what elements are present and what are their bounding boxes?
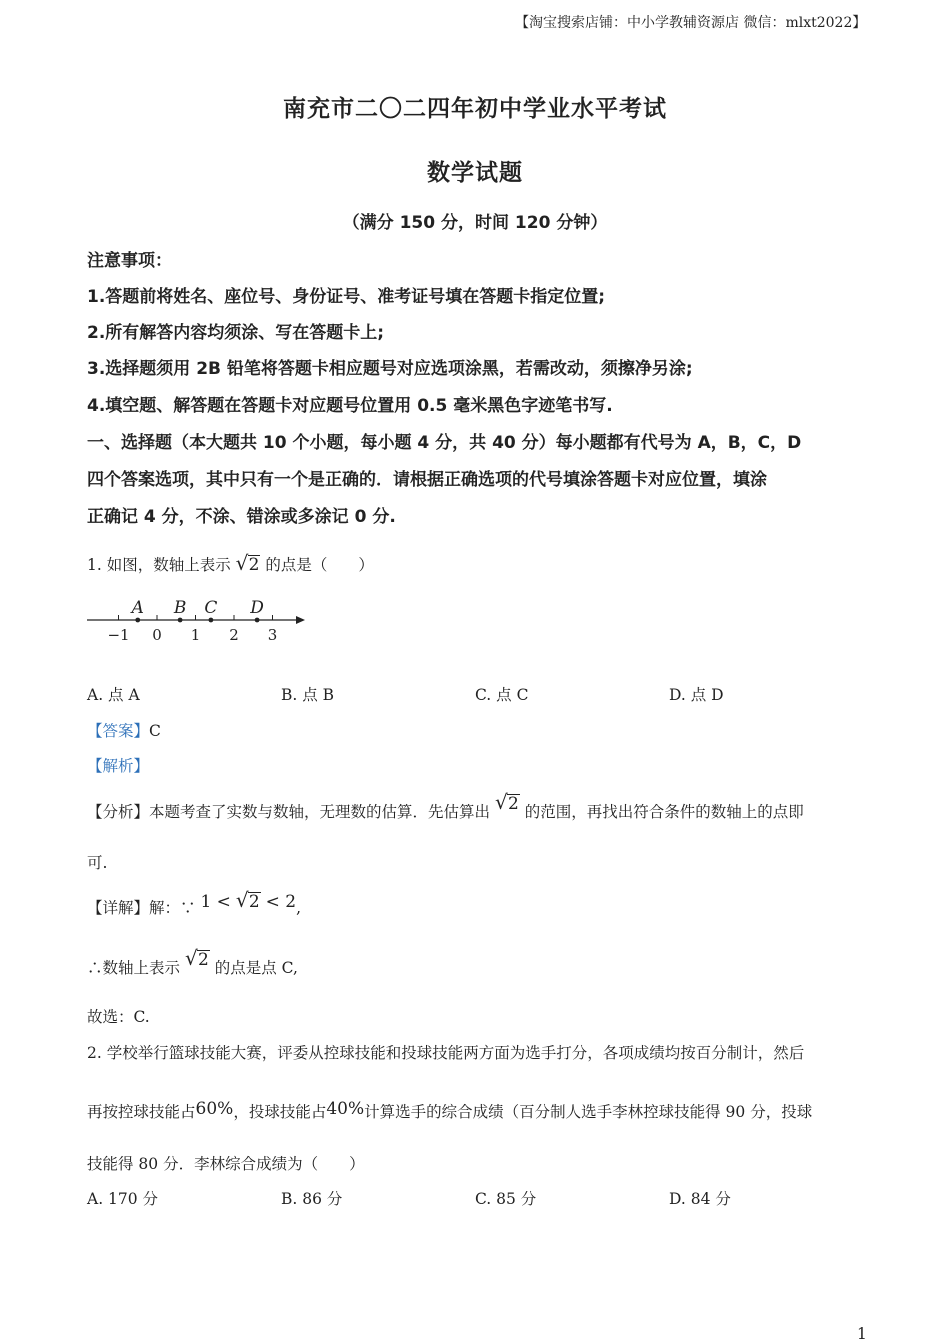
note-item: 2.所有解答内容均须涂、写在答题卡上; [87,323,385,343]
radicand: 2 [248,555,260,575]
note-item: 3.选择题须用 2B 铅笔将答题卡相应题号对应选项涂黑，若需改动，须擦净另涂; [87,359,693,379]
tick-label: 0 [152,626,162,644]
question-2-stem: 2. 学校举行篮球技能大赛，评委从控球技能和投球技能两方面为选手打分，各项成绩均按百分制计，然后 [87,1044,805,1062]
detail-comma: , [296,899,302,917]
exam-subtitle: 数学试题 [427,160,523,186]
detail-text: 【详解】解：∵ [87,899,196,917]
therefore-text: ∴数轴上表示 [87,959,181,977]
question-2-stem-line2 [87,1100,812,1122]
sqrt-symbol: √ 2 [235,888,260,912]
q2-percent-1: 60% [195,1099,234,1119]
q2-text: 计算选手的综合成绩（百分制人选手李林控球技能得 90 分，投球 [364,1103,813,1121]
question-1-stem [87,553,374,575]
radicand: 2 [248,892,260,912]
analysis-choose: 故选：C. [87,1008,150,1026]
inequality-left: 1 < [200,892,231,912]
tick-label: 1 [190,626,201,644]
option-b[interactable]: B. 点 B [281,686,335,704]
fenxi-text: 【分析】本题考查了实数与数轴，无理数的估算．先估算出 [87,803,491,821]
option-c[interactable]: C. 点 C [475,686,529,704]
option-b[interactable]: B. 86 分 [281,1190,343,1208]
analysis-detail [87,888,302,918]
section-text: 正确记 4 分，不涂、错涂或多涂记 0 分. [87,507,396,527]
number-line-figure [85,594,315,648]
number-line-point [255,618,260,623]
therefore-text: 的点是点 C, [214,959,298,977]
radicand: 2 [507,794,519,814]
note-item: 4.填空题、解答题在答题卡对应题号位置用 0.5 毫米黑色字迹笔书写. [87,396,613,416]
q2-text: 再按控球技能占 [87,1103,196,1121]
answer-line [87,719,161,741]
q2-percent-2: 40% [326,1099,365,1119]
fenxi-text: 的范围，再找出符合条件的数轴上的点即 [524,803,804,821]
sqrt-symbol: √ 2 [235,551,260,575]
option-d[interactable]: D. 点 D [669,686,724,704]
notes-heading: 注意事项： [87,251,172,271]
sqrt-symbol: √ 2 [494,790,519,814]
tick-label: 3 [267,626,278,644]
option-d[interactable]: D. 84 分 [669,1190,731,1208]
point-label: D [250,598,264,618]
number-line-arrow [296,616,305,624]
point-label: C [204,598,218,618]
point-label: B [173,598,187,618]
inequality-right: < 2 [265,892,297,912]
answer-value: C [149,722,161,740]
answer-tag: 【答案】 [87,722,150,740]
number-line-point [178,618,183,623]
sqrt-symbol: √ 2 [184,946,209,970]
option-a[interactable]: A. 点 A [87,686,140,704]
number-line-point [135,618,140,623]
tick-label: −1 [107,626,130,644]
analysis-fenxi-cont: 可. [87,854,108,872]
stem-text: 的点是（ ） [265,556,374,574]
option-a[interactable]: A. 170 分 [87,1190,159,1208]
score-time: （满分 150 分，时间 120 分钟） [342,213,608,233]
point-label: A [131,598,144,618]
stem-text: 1. 如图，数轴上表示 [87,556,231,574]
tick-label: 2 [229,626,239,644]
section-text: 四个答案选项，其中只有一个是正确的．请根据正确选项的代号填涂答题卡对应位置，填涂 [87,470,767,490]
shop-header: 【淘宝搜索店铺：中小学教辅资源店 微信：mlxt2022】 [515,15,867,31]
exam-title: 南充市二〇二四年初中学业水平考试 [283,96,667,122]
analysis-tag: 【解析】 [87,757,150,775]
option-c[interactable]: C. 85 分 [475,1190,537,1208]
analysis-therefore [87,946,298,978]
radicand: 2 [197,950,209,970]
note-item: 1.答题前将姓名、座位号、身份证号、准考证号填在答题卡指定位置; [87,287,606,307]
analysis-fenxi [87,790,804,822]
q2-text: ，投球技能占 [233,1103,327,1121]
question-2-stem-line3: 技能得 80 分．李林综合成绩为（ ） [87,1155,365,1173]
number-line-point [209,618,214,623]
section-heading: 一、选择题（本大题共 10 个小题，每小题 4 分，共 40 分）每小题都有代号为 A，B，C，D [87,433,802,453]
page-number: 1 [857,1325,867,1343]
